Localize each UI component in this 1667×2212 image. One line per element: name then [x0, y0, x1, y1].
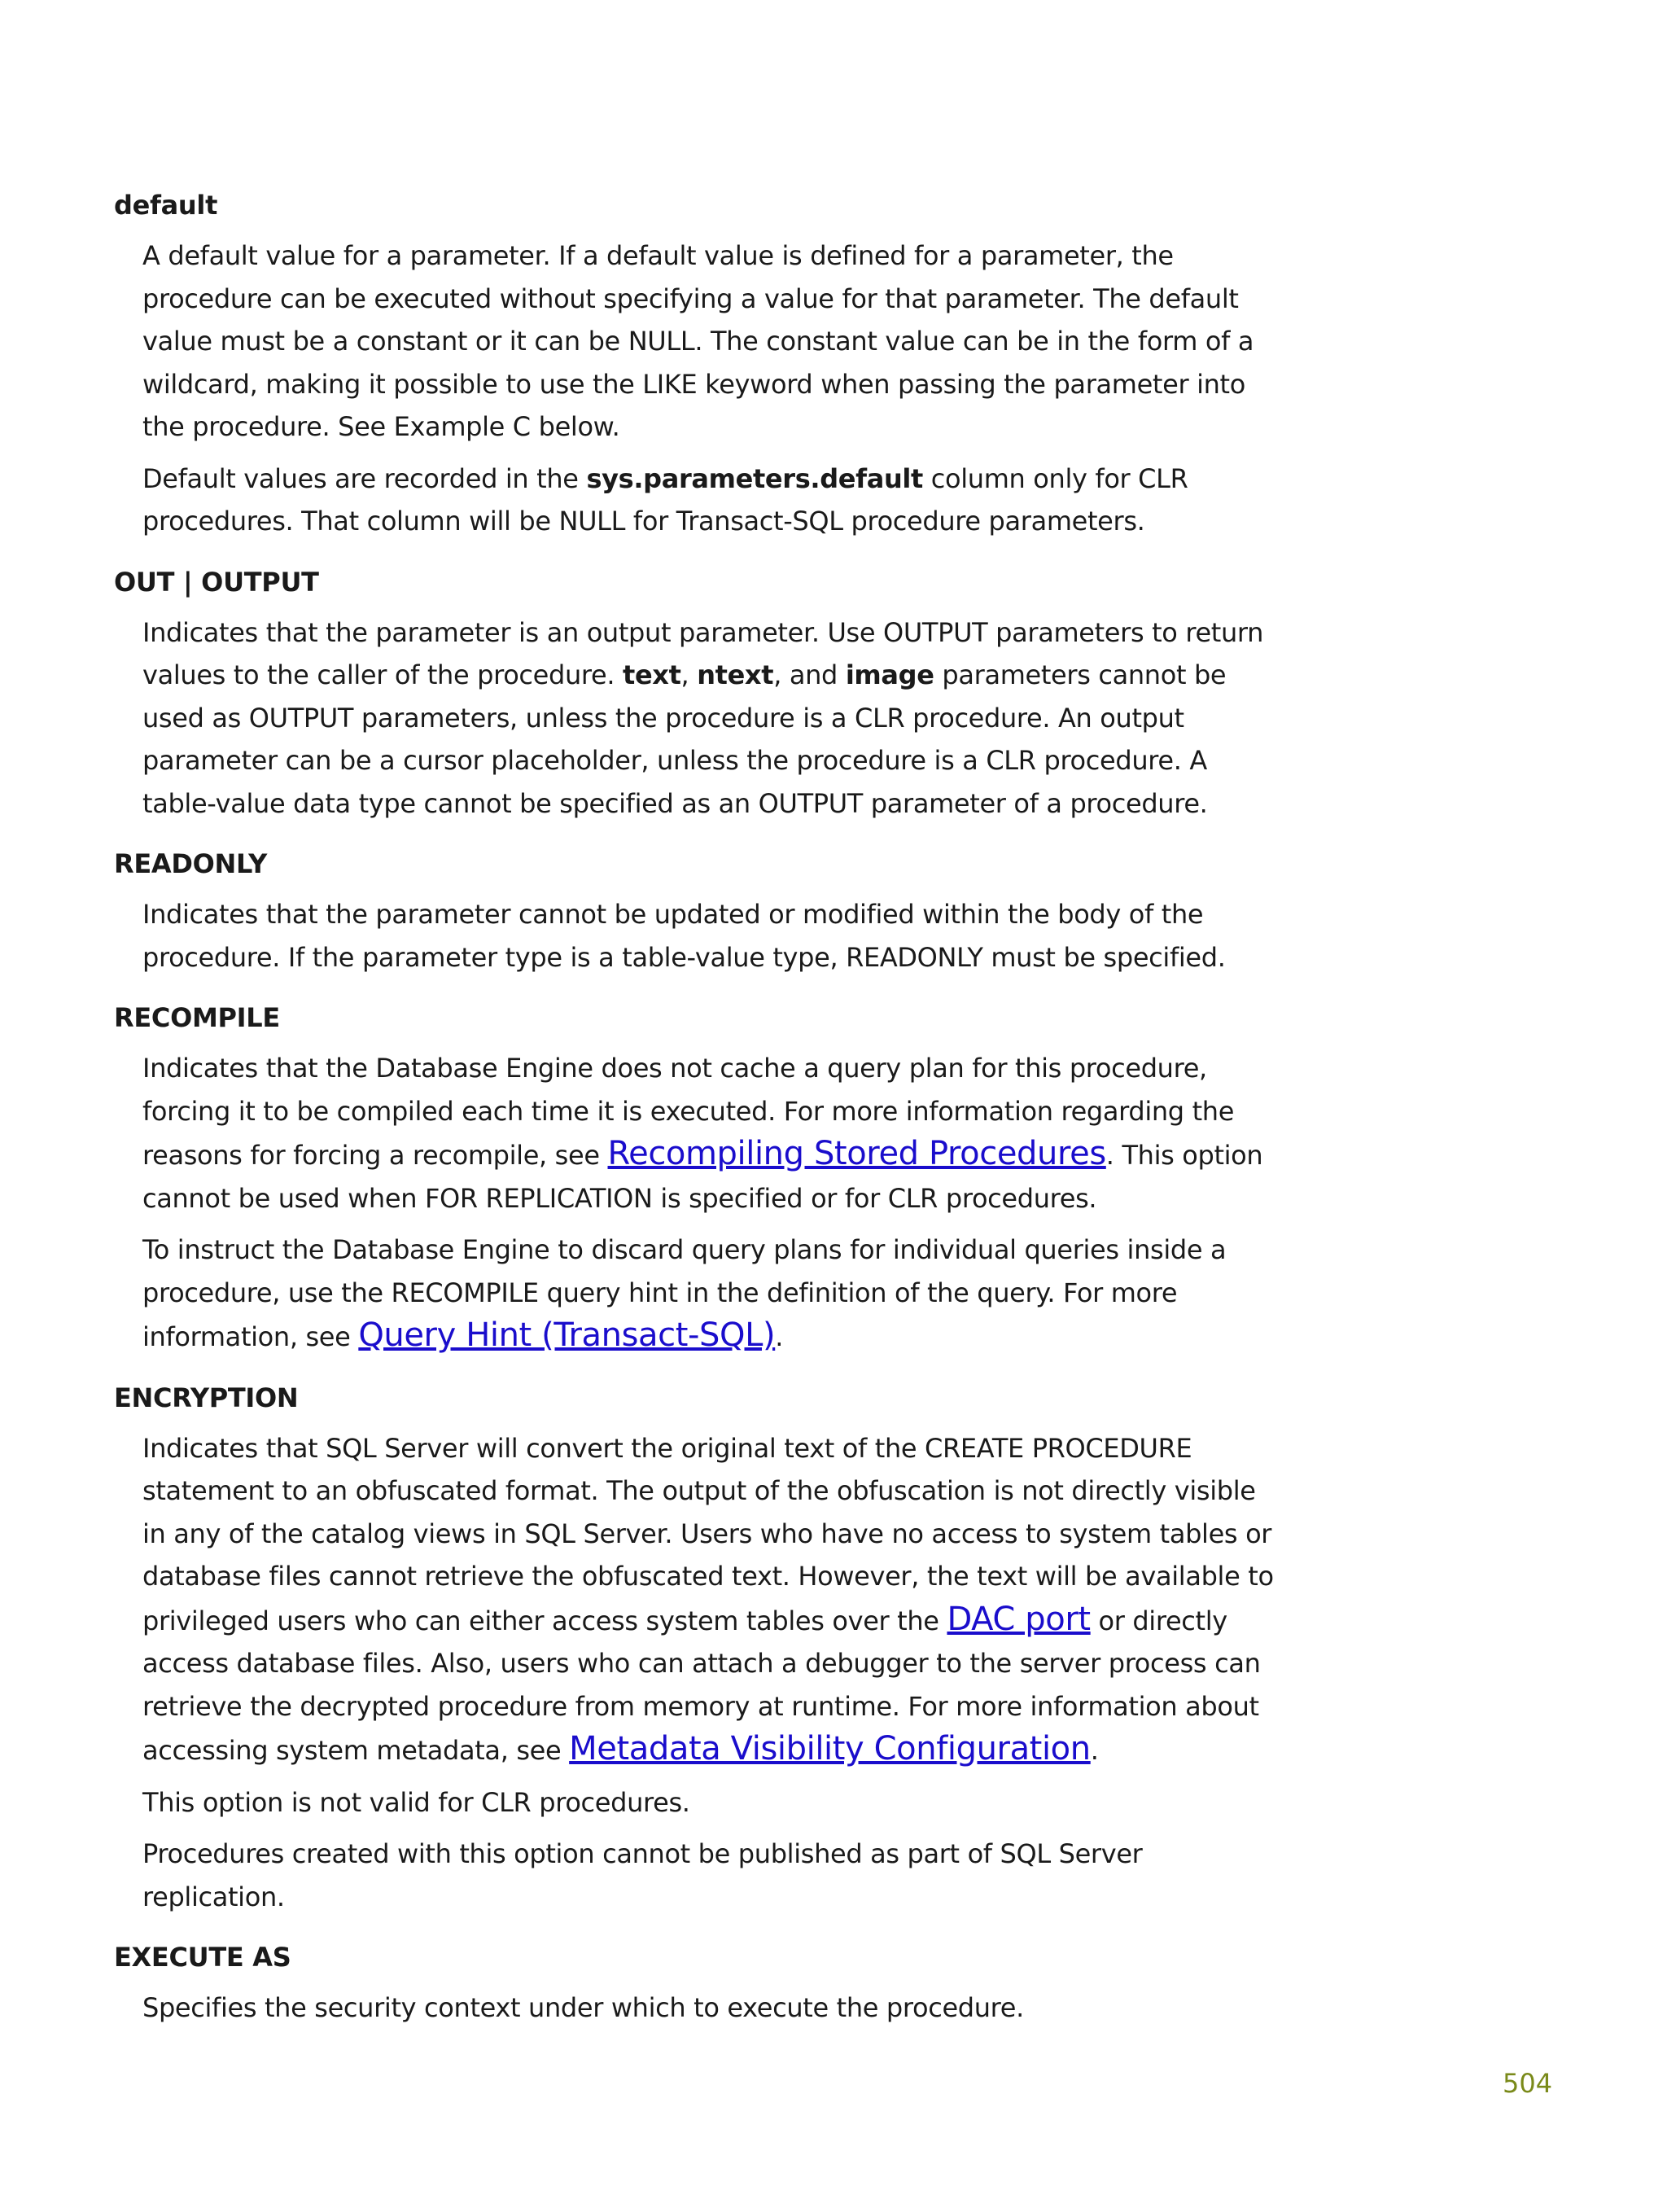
section-term: OUT | OUTPUT — [114, 566, 319, 598]
page-number: 504 — [1503, 2068, 1553, 2099]
document-body — [114, 184, 1286, 2039]
section-paragraph — [142, 1229, 1286, 1359]
text-run: To instruct the Database Engine to discard query plans for individual queries inside a procedure, use the RECOMPILE query hint in the definition of the query. For more information, see — [142, 1234, 1227, 1352]
text-run: , — [680, 659, 698, 690]
text-run: , and — [773, 659, 846, 690]
text-run: This option is not valid for CLR procedures. — [142, 1786, 690, 1818]
section-paragraph — [142, 611, 1286, 826]
section-paragraph — [142, 1781, 1286, 1824]
section-term: default — [114, 190, 218, 221]
text-run: . This option cannot be used when FOR REPLICATION is specified or for CLR procedures. — [142, 1140, 1263, 1214]
text-run: parameters cannot be used as OUTPUT parameters, unless the procedure is a CLR procedure. An output parameter can be a cursor placeholder, unless the procedure is a CLR procedure. A table-value data type cannot be specified as an OUTPUT parameter of a procedure. — [142, 659, 1227, 819]
section-paragraph — [142, 458, 1286, 543]
bold-term: text — [623, 659, 681, 690]
text-run: Indicates that the parameter cannot be updated or modified within the body of the procedure. If the parameter type is a table-value type, READONLY must be specified. — [142, 899, 1226, 973]
text-run: or directly access database files. Also, users who can attach a debugger to the server process can retrieve the decrypted procedure from memory at runtime. For more information about accessing system metadata, see — [142, 1605, 1261, 1766]
section-paragraph — [142, 893, 1286, 979]
section-paragraph — [142, 1427, 1286, 1772]
text-run: Default values are recorded in the — [142, 462, 587, 494]
text-run: column only for CLR procedures. That column will be NULL for Transact-SQL procedure parameters. — [142, 462, 1188, 537]
link-dac-port[interactable]: DAC port — [947, 1600, 1091, 1638]
text-run: . — [775, 1321, 784, 1352]
section-paragraph — [142, 234, 1286, 449]
section-term: READONLY — [114, 848, 267, 879]
section-term: RECOMPILE — [114, 1002, 280, 1033]
text-run: A default value for a parameter. If a default value is defined for a parameter, the procedure can be executed without specifying a value for that parameter. The default value must be a constant or it can be NULL. The constant value can be in the form of a wildcard, making it possible to use the LIKE keyword when passing the parameter into the procedure. See Example C below. — [142, 240, 1254, 442]
section-term: ENCRYPTION — [114, 1382, 299, 1413]
text-run: Procedures created with this option cannot be published as part of SQL Server replication. — [142, 1838, 1143, 1912]
bold-term: ntext — [697, 659, 774, 690]
section-term: EXECUTE AS — [114, 1942, 291, 1973]
text-run: . — [1090, 1735, 1099, 1766]
text-run: Indicates that SQL Server will convert the original text of the CREATE PROCEDURE statement to an obfuscated format. The output of the obfuscation is not directly visible in any of the catalog views in SQL Server. Users who have no access to system tables or database files cannot retrieve the obfuscated text. However, the text will be available to privileged users who can either access system tables over the — [142, 1432, 1274, 1636]
link-recompiling-stored-procedures[interactable]: Recompiling Stored Procedures — [607, 1135, 1106, 1172]
text-run: Indicates that the parameter is an output parameter. Use OUTPUT parameters to return values to the caller of the procedure. — [142, 616, 1264, 690]
text-run: Specifies the security context under which to execute the procedure. — [142, 1992, 1024, 2023]
link-query-hint[interactable]: Query Hint (Transact-SQL) — [358, 1316, 776, 1354]
bold-term: sys.parameters.default — [586, 462, 923, 494]
section-paragraph — [142, 1833, 1286, 1918]
bold-term: image — [845, 659, 934, 690]
text-run: Indicates that the Database Engine does not cache a query plan for this procedure, forcing it to be compiled each time it is executed. For more information regarding the reasons for forcing a recompile, see — [142, 1053, 1235, 1171]
section-paragraph — [142, 1986, 1286, 2030]
section-paragraph — [142, 1047, 1286, 1220]
link-metadata-visibility-configuration[interactable]: Metadata Visibility Configuration — [569, 1730, 1091, 1767]
